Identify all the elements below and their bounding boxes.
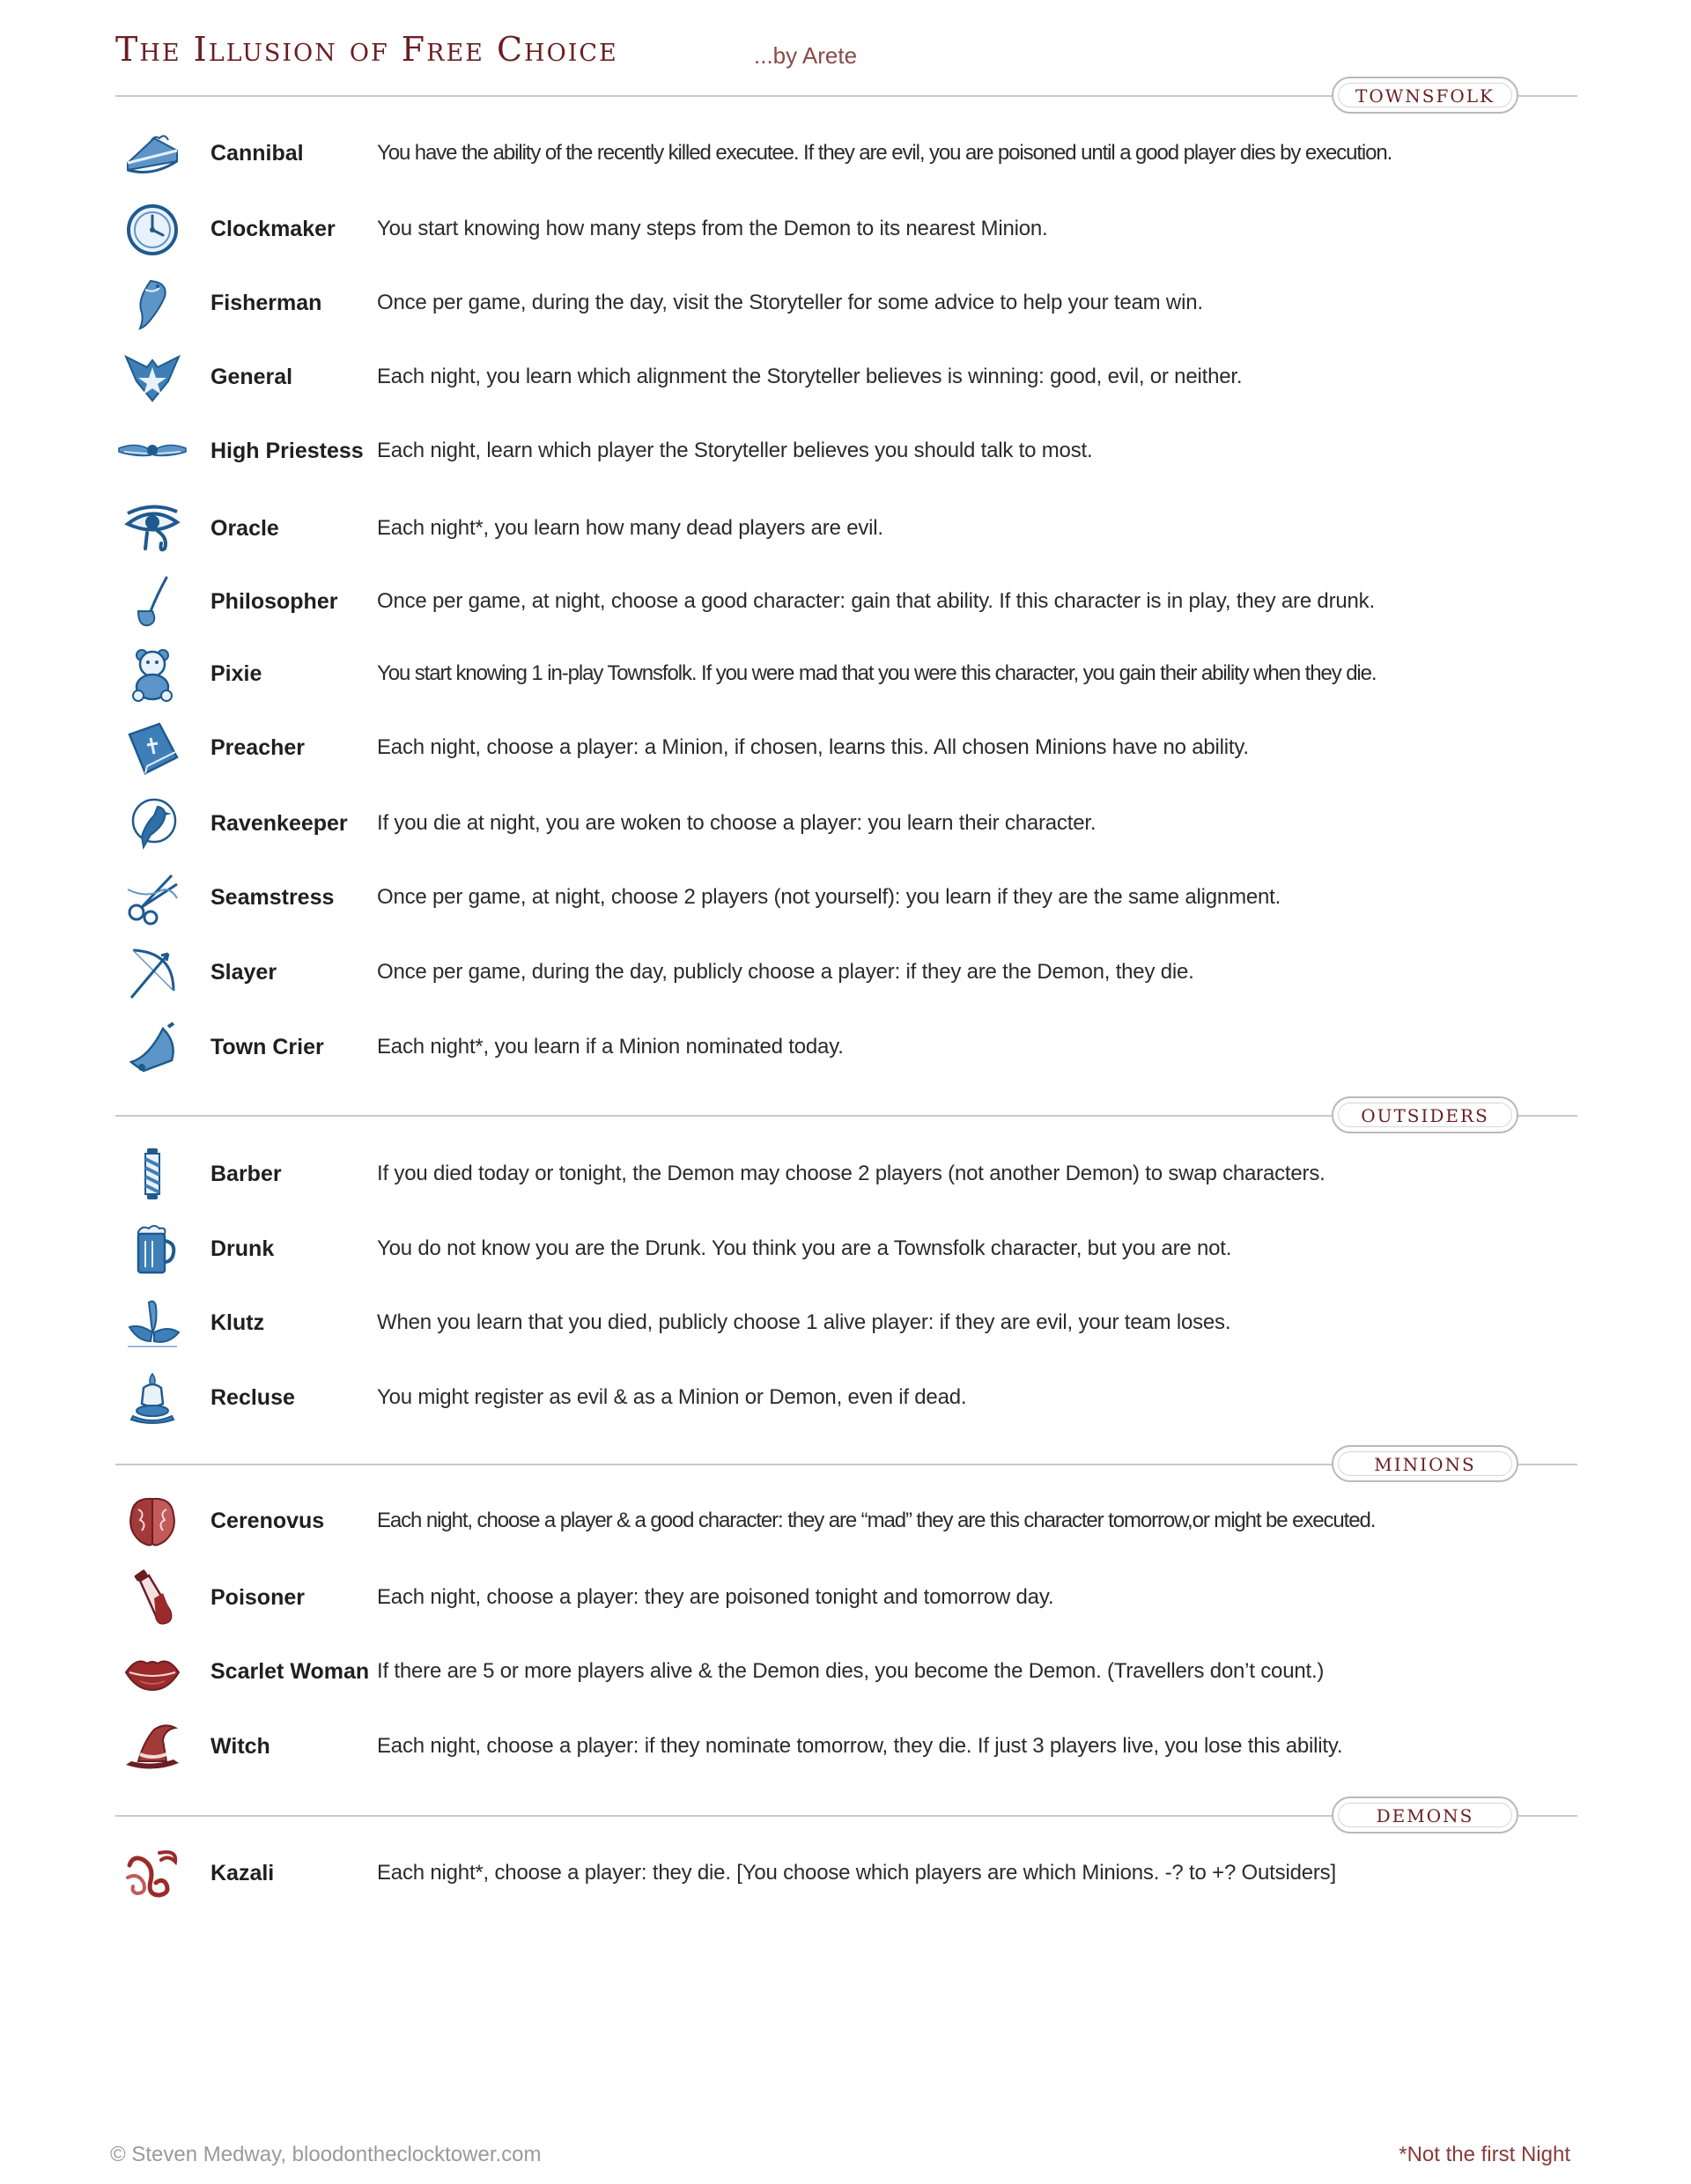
character-name: Witch bbox=[210, 1734, 270, 1759]
townsfolk-section-label: TOWNSFOLK bbox=[1332, 77, 1518, 114]
scissors-icon bbox=[122, 871, 183, 926]
character-name: Fisherman bbox=[210, 291, 322, 315]
character-ability: Once per game, during the day, visit the Storyteller for some advice to help your team win. bbox=[377, 291, 1203, 314]
pipe-icon bbox=[122, 575, 183, 630]
beer-mug-icon bbox=[122, 1222, 183, 1277]
character-ability: Once per game, at night, choose 2 players (not yourself): you learn if they are the same alignment. bbox=[377, 885, 1281, 909]
character-ability: Once per game, during the day, publicly choose a player: if they are the Demon, they die. bbox=[377, 960, 1194, 984]
character-name: Cerenovus bbox=[210, 1509, 325, 1533]
bell-icon bbox=[122, 1021, 183, 1075]
character-ability: If you died today or tonight, the Demon may choose 2 players (not another Demon) to swap characters. bbox=[377, 1162, 1325, 1185]
character-row-pixie bbox=[0, 644, 1691, 705]
character-ability: If you die at night, you are woken to choose a player: you learn their character. bbox=[377, 811, 1097, 835]
first-night-note: *Not the first Night bbox=[1399, 2143, 1570, 2166]
character-name: High Priestess bbox=[210, 439, 364, 463]
barber-pole-icon bbox=[122, 1147, 183, 1202]
character-row-cannibal bbox=[0, 123, 1691, 185]
character-row-scarlet-woman bbox=[0, 1642, 1691, 1703]
minions-section-label: MINIONS bbox=[1332, 1445, 1518, 1482]
character-name: Barber bbox=[210, 1162, 282, 1186]
character-row-oracle bbox=[0, 498, 1691, 560]
character-ability: Each night, choose a player: a Minion, if chosen, learns this. All chosen Minions have no ability. bbox=[377, 735, 1249, 759]
character-row-poisoner bbox=[0, 1568, 1691, 1629]
character-ability: You start knowing how many steps from the Demon to its nearest Minion. bbox=[377, 217, 1048, 240]
character-name: Kazali bbox=[210, 1861, 275, 1885]
character-ability: You might register as evil & as a Minion or Demon, even if dead. bbox=[377, 1385, 967, 1409]
character-ability: Each night*, choose a player: they die. [You choose which players are which Minions. -? to +? Outsiders] bbox=[377, 1861, 1336, 1885]
character-row-klutz bbox=[0, 1293, 1691, 1354]
eye-of-horus-icon bbox=[122, 502, 183, 557]
character-row-kazali bbox=[0, 1843, 1691, 1905]
character-ability: Each night*, you learn how many dead players are evil. bbox=[377, 516, 883, 540]
character-row-general bbox=[0, 347, 1691, 409]
teddy-bear-icon bbox=[122, 647, 183, 702]
character-name: Pixie bbox=[210, 661, 262, 686]
character-ability: You start knowing 1 in-play Townsfolk. If you were mad that you were this character, you gain their ability when they die. bbox=[377, 661, 1377, 685]
character-ability: You have the ability of the recently killed executee. If they are evil, you are poisoned until a good player dies by execution. bbox=[377, 141, 1392, 165]
character-ability: Each night, choose a player & a good character: they are “mad” they are this character tomorrow,or might be executed. bbox=[377, 1509, 1376, 1532]
character-ability: Each night, choose a player: if they nominate tomorrow, they die. If just 3 players live, you lose this ability. bbox=[377, 1734, 1343, 1758]
character-ability: If there are 5 or more players alive & the Demon dies, you become the Demon. (Travellers don’t count.) bbox=[377, 1659, 1325, 1683]
character-ability: Each night*, you learn if a Minion nominated today. bbox=[377, 1035, 844, 1059]
character-name: Philosopher bbox=[210, 589, 338, 614]
character-name: Klutz bbox=[210, 1310, 265, 1335]
character-ability: Each night, you learn which alignment the Storyteller believes is winning: good, evil, or neither. bbox=[377, 365, 1243, 388]
character-row-clockmaker bbox=[0, 199, 1691, 261]
star-badge-icon bbox=[122, 350, 183, 405]
outsiders-section-label: OUTSIDERS bbox=[1332, 1096, 1518, 1133]
banana-peel-icon bbox=[122, 1296, 183, 1351]
character-row-cerenovus bbox=[0, 1491, 1691, 1553]
witch-hat-icon bbox=[122, 1720, 183, 1774]
copyright-notice: © Steven Medway, bloodontheclocktower.com bbox=[110, 2143, 542, 2166]
character-row-witch bbox=[0, 1716, 1691, 1778]
character-name: Town Crier bbox=[210, 1035, 324, 1059]
vial-icon bbox=[122, 1571, 183, 1626]
script-author: ...by Arete bbox=[754, 42, 858, 69]
bow-icon bbox=[122, 946, 183, 1000]
character-name: Seamstress bbox=[210, 885, 335, 910]
character-ability: Each night, choose a player: they are poisoned tonight and tomorrow day. bbox=[377, 1585, 1054, 1609]
character-row-philosopher bbox=[0, 572, 1691, 633]
script-title: The Illusion of Free Choice bbox=[115, 30, 618, 69]
character-row-seamstress bbox=[0, 867, 1691, 929]
character-row-ravenkeeper bbox=[0, 793, 1691, 855]
tentacle-icon bbox=[122, 1847, 183, 1901]
character-ability: Once per game, at night, choose a good character: gain that ability. If this character is in play, they are drunk. bbox=[377, 589, 1375, 613]
character-name: Cannibal bbox=[210, 141, 304, 166]
character-name: General bbox=[210, 365, 293, 389]
raven-icon bbox=[122, 797, 183, 852]
brain-icon bbox=[122, 1494, 183, 1549]
bible-icon bbox=[122, 721, 183, 776]
character-row-town-crier bbox=[0, 1017, 1691, 1079]
pie-icon bbox=[122, 127, 183, 181]
character-name: Poisoner bbox=[210, 1585, 305, 1610]
character-ability: When you learn that you died, publicly choose 1 alive player: if they are evil, your team loses. bbox=[377, 1310, 1231, 1334]
clock-icon bbox=[122, 203, 183, 257]
oil-lamp-icon bbox=[122, 1371, 183, 1426]
character-row-preacher bbox=[0, 718, 1691, 779]
fish-icon bbox=[122, 277, 183, 331]
character-row-high-priestess bbox=[0, 421, 1691, 483]
character-row-barber bbox=[0, 1144, 1691, 1206]
character-name: Slayer bbox=[210, 960, 277, 985]
character-name: Drunk bbox=[210, 1236, 275, 1261]
character-row-fisherman bbox=[0, 273, 1691, 335]
winged-sun-icon bbox=[122, 424, 183, 479]
character-name: Recluse bbox=[210, 1385, 295, 1410]
character-row-recluse bbox=[0, 1368, 1691, 1429]
character-ability: Each night, learn which player the Storyteller believes you should talk to most. bbox=[377, 439, 1093, 462]
character-name: Ravenkeeper bbox=[210, 811, 348, 836]
demons-section-label: DEMONS bbox=[1332, 1797, 1518, 1834]
character-name: Clockmaker bbox=[210, 217, 336, 241]
lips-icon bbox=[122, 1645, 183, 1700]
character-row-drunk bbox=[0, 1219, 1691, 1280]
character-row-slayer bbox=[0, 942, 1691, 1004]
character-name: Preacher bbox=[210, 735, 306, 760]
character-name: Scarlet Woman bbox=[210, 1659, 370, 1684]
character-name: Oracle bbox=[210, 516, 279, 541]
character-ability: You do not know you are the Drunk. You think you are a Townsfolk character, but you are not. bbox=[377, 1236, 1232, 1260]
